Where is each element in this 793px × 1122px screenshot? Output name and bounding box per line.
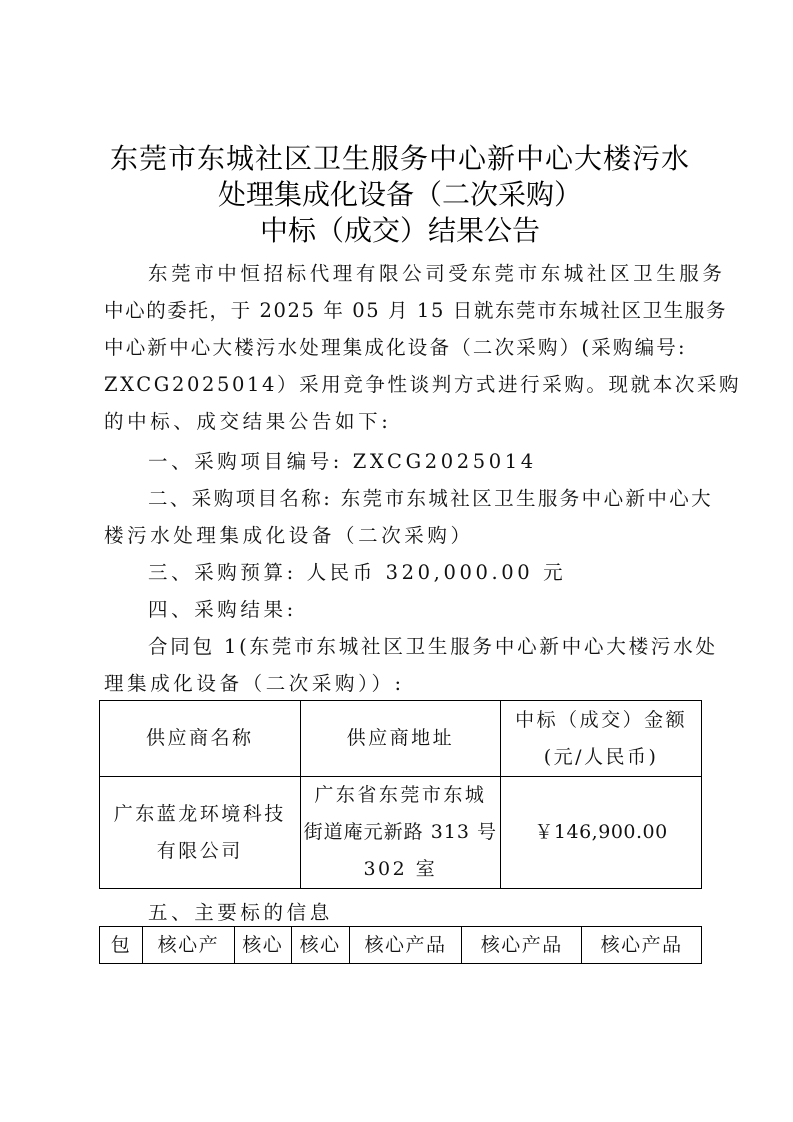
header-supplier-name: 供应商名称 [100,701,301,777]
info-table-header-row [100,927,702,964]
section-project-name-line-1: 二、采购项目名称: 东莞市东城社区卫生服务中心新中心大 [148,487,714,510]
title-line-2: 处理集成化设备（二次采购） [217,178,582,211]
table-row [100,777,702,889]
section-project-number: 一、采购项目编号: ZXCG2025014 [148,450,537,473]
cell-supplier-name [100,777,301,889]
section-budget: 三、采购预算: 人民币 320,000.00 元 [148,561,567,584]
info-header-core-product-1: 核心产 [142,927,234,964]
info-header-core-product-5: 核心产品 [462,927,582,964]
cell-supplier-address [300,777,501,889]
supplier-name-line-2: 有限公司 [156,839,243,862]
intro-line-3: 中心新中心大楼污水处理集成化设备（二次采购）(采购编号: [104,336,687,359]
header-supplier-address: 供应商地址 [300,701,501,777]
section-result: 四、采购结果: [148,598,297,621]
address-line-2: 街道庵元新路 313 号 [303,821,498,843]
result-table-header-row [100,701,702,777]
info-header-core-product-4: 核心产品 [349,927,462,964]
address-line-1: 广东省东莞市东城 [314,784,487,806]
section-project-name-line-2: 楼污水处理集成化设备（二次采购） [104,524,474,547]
intro-line-5: 的中标、成交结果公告如下: [104,410,392,433]
intro-line-4: ZXCG2025014）采用竞争性谈判方式进行采购。现就本次采购 [104,373,742,396]
supplier-name-line-1: 广东蓝龙环境科技 [113,802,286,825]
intro-line-2: 中心的委托，于 2025 年 05 月 15 日就东莞市东城社区卫生服务 [104,299,728,322]
header-amount-line-2: (元/人民币) [543,745,659,768]
info-header-core-product-6: 核心产品 [582,927,702,964]
section-main-subject-info: 五、主要标的信息 [148,901,333,924]
title-line-1: 东莞市东城社区卫生服务中心新中心大楼污水 [109,142,690,175]
title-line-3: 中标（成交）结果公告 [259,214,540,247]
intro-line-1: 东莞市中恒招标代理有限公司受东莞市东城社区卫生服务 [148,262,726,285]
info-header-package: 包 [100,927,143,964]
package-line-1: 合同包 1(东莞市东城社区卫生服务中心新中心大楼污水处 [148,635,718,658]
address-line-3: 302 室 [363,858,438,880]
header-amount [501,701,702,777]
result-table [99,700,702,889]
cell-amount: ￥146,900.00 [501,777,702,889]
info-table [99,926,702,964]
info-header-core-3: 核心 [291,927,349,964]
package-line-2: 理集成化设备（二次采购））: [104,672,405,695]
header-amount-line-1: 中标（成交）金额 [515,708,688,731]
info-header-core-2: 核心 [234,927,291,964]
